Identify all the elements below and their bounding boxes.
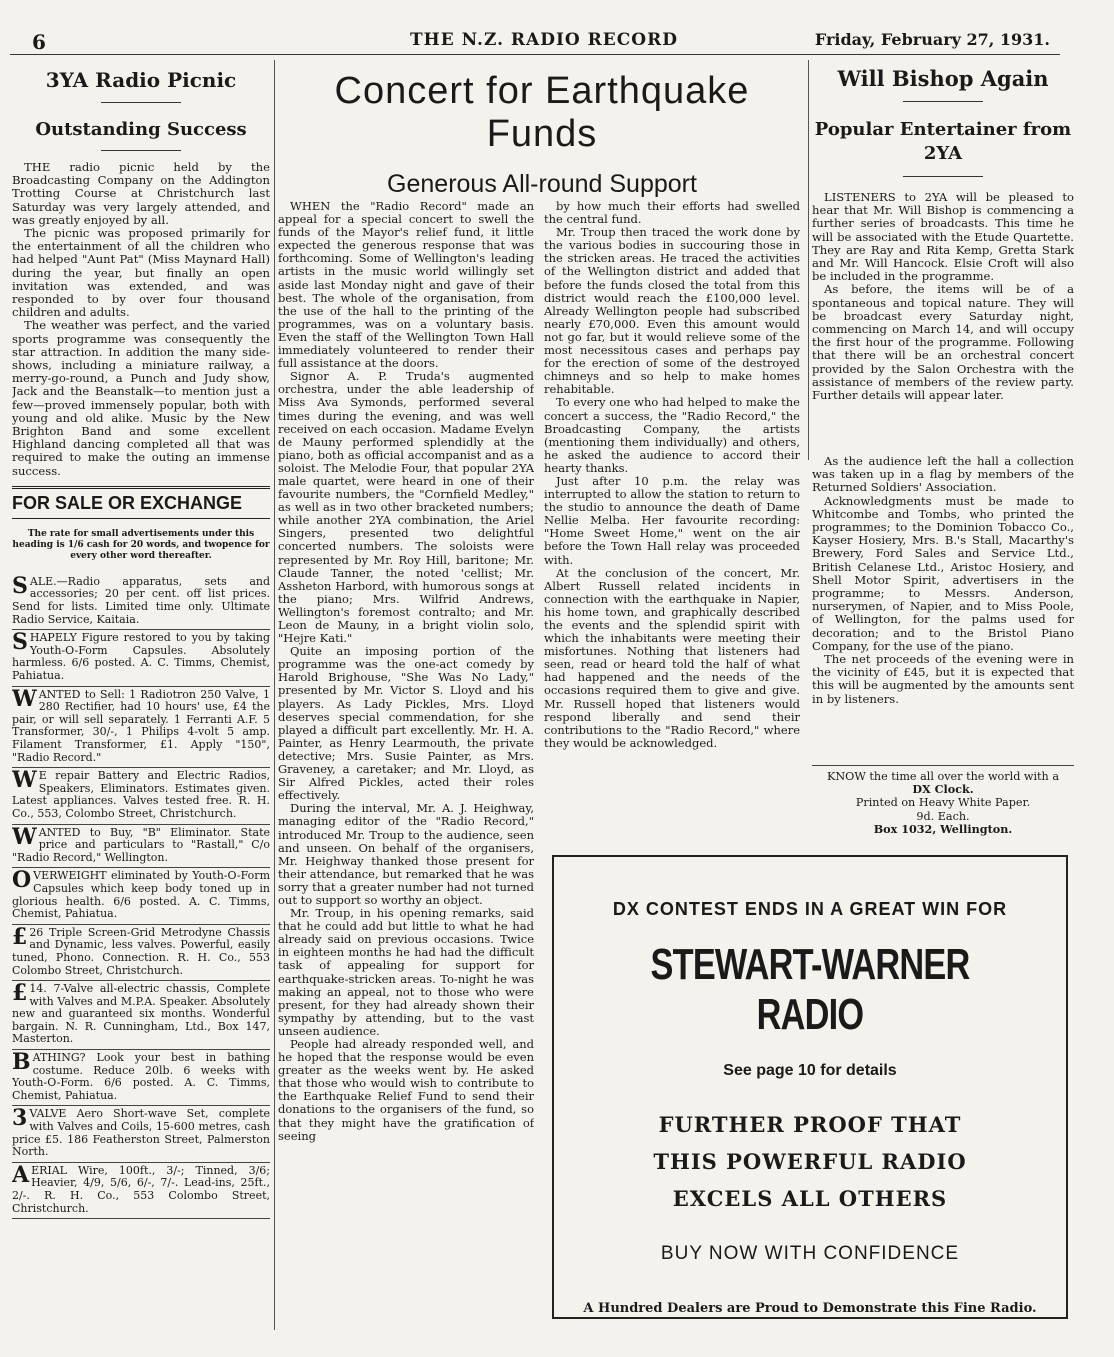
classified-ad: BATHING? Look your best in bathing costume. Reduce 20lb. 6 weeks with Youth-O-Form. 6/6 posted. A. C. Timms, Chemist, Pahiatua. <box>12 1050 270 1106</box>
article-subtitle: Popular Entertainer from 2YA <box>814 119 1072 164</box>
classified-ad: £14. 7-Valve all-electric chassis, Complete with Valves and M.P.A. Speaker. Absolutely new and guaranteed six months. Wonderful bargain. N. R. Cunningham, Ltd., Box 147, Masterton. <box>12 981 270 1050</box>
classifieds-list <box>12 574 270 1219</box>
page-number: 6 <box>32 30 46 54</box>
dx-clock-line: Printed on Heavy White Paper. <box>855 796 1031 810</box>
classified-ad: SALE.—Radio apparatus, sets and accessories; 20 per cent. off list prices. Send for lists. Limited time only. Ultimate Radio Service, Kaitaia. <box>12 574 270 630</box>
divider <box>101 102 181 103</box>
running-head <box>10 28 1060 55</box>
main-article-column-1 <box>278 200 534 1320</box>
paragraph: Mr. Troup then traced the work done by the various bodies in succouring those in the stricken areas. He traced the activities of the Wellington district and added that before the funds closed the total from this district would reach the £100,000 level. Already Wellington people had subscribed nearly £70,000. Even this amount would not go far, but it would relieve some of the most necessitous cases and perhaps pay for the erection of some of the destroyed chimneys and so help to make homes rehabitable. <box>544 225 800 397</box>
paragraph: As the audience left the hall a collection was taken up in a flag by members of the Returned Soldiers' Association. <box>812 455 1074 495</box>
paragraph: Mr. Troup, in his opening remarks, said that he could add but little to what he had already said on previous occasions. Twice in eighteen months he had had the difficult task of appealing for support for earthquake-stricken areas. To-night he was making an appeal, not to those who were present, for they had already shown their sympathy by attending, but to the vast unseen audience. <box>278 906 534 1038</box>
ad-headline: DX CONTEST ENDS IN A GREAT WIN FOR <box>612 899 1008 919</box>
paragraph: To every one who had helped to make the concert a success, the "Radio Record," the Broadcasting Company, the artists (mentioning them individually) and others, he asked the audience to accord their hearty thanks. <box>544 395 800 475</box>
paragraph: Quite an imposing portion of the programme was the one-act comedy by Harold Brighouse, "She Was No Lady," presented by Mr. Victor S. Lloyd and his players. As Lady Pickles, Mrs. Lloyd deserves special commendation, for she played a difficult part excellently. Mr. H. A. Painter, as Henry Learmouth, the private detective; Mrs. Susie Painter, as Mrs. Graveney, a caretaker; and Mr. Lloyd, as Sir Alfred Pickles, acted their roles effectively. <box>278 644 534 803</box>
ad-proof-line: FURTHER PROOF THAT <box>658 1112 962 1137</box>
dx-clock-name: DX Clock. <box>912 782 974 797</box>
classified-ad: £26 Triple Screen-Grid Metrodyne Chassis and Dynamic, less valves. Powerful, easily tuned, Phono. Connection. R. H. Co., 553 Colombo Street, Christchurch. <box>12 925 270 981</box>
classified-ad: WE repair Battery and Electric Radios, Speakers, Eliminators. Estimates given. Latest appliances. Valves tested free. R. H. Co., 553, Colombo Street, Christchurch. <box>12 768 270 824</box>
ad-proof <box>554 1106 1066 1217</box>
ad-buy-now: BUY NOW WITH CONFIDENCE <box>660 1243 960 1264</box>
divider <box>903 101 983 102</box>
ad-brand: STEWART-WARNER RADIO <box>650 940 970 1039</box>
paragraph: The net proceeds of the evening were in the vicinity of £45, but it is expected that this will be augmented by the amounts sent in by listeners. <box>812 652 1074 706</box>
paper-name: THE N.Z. RADIO RECORD <box>410 30 678 50</box>
paragraph: Acknowledgments must be made to Whitcombe and Tombs, who printed the programmes; to the Dominion Tobacco Co., Kayser Hosiery, Mrs. B.'s Stall, Macarthy's Brewery, Ford Sales and Service Ltd., British Celanese Ltd., Aristoc Hosiery, and Shell Motor Spirit, advertisers in the programme; to Messrs. Anderson, nurserymen, of Napier, and to Miss Poole, of Wellington, for the palms used for decoration; and to the Bristol Piano Company, for the use of the piano. <box>812 493 1074 653</box>
paragraph: The picnic was proposed primarily for the entertainment of all the children who had helped "Aunt Pat" (Miss Maynard Hall) during the year, but finally an open invitation was extended, and was responded to by over four thousand children and adults. <box>12 226 270 320</box>
paragraph: Signor A. P. Truda's augmented orchestra, under the able leadership of Miss Ava Symonds, performed several times during the evening, and was well received on each occasion. Madame Evelyn de Mauny performed splendidly at the piano, both as official accompanist and as a soloist. The Melodie Four, that popular 2YA male quartet, were heard in one of their favourite numbers, the "Cornfield Medley," as well as in two other bracketed numbers; while another 2YA combination, the Ariel Singers, presented two delightful concerted numbers. The soloists were represented by Mr. Roy Hill, baritone; Mr. Claude Tanner, the noted 'cellist; Mr. Assheton Harbord, with humorous songs at the piano; Mrs. Wilfrid Andrews, Wellington's foremost contralto; and Mr. Leon de Mauny, in a bright violin solo, "Hejre Kati." <box>278 369 534 646</box>
dx-clock-line: KNOW the time all over the world with a <box>827 770 1059 783</box>
classified-ad: WANTED to Buy, "B" Eliminator. State price and particulars to "Rastall," C/o "Radio Record," Wellington. <box>12 825 270 869</box>
divider <box>101 150 181 151</box>
left-column <box>12 60 270 1330</box>
ad-footer: A Hundred Dealers are Proud to Demonstrate this Fine Radio. <box>583 1301 1037 1316</box>
dx-clock-address: Box 1032, Wellington. <box>873 821 1013 836</box>
classified-ad: AERIAL Wire, 100ft., 3/-; Tinned, 3/6; Heavier, 4/9, 5/6, 6/-, 7/-. Lead-ins, 25ft., 2/-. R. H. Co., 553 Colombo Street, Christchurch. <box>12 1163 270 1219</box>
paragraph: THE radio picnic held by the Broadcasting Company on the Addington Trotting Course at Christchurch last Saturday was very largely attended, and was greatly enjoyed by all. <box>12 160 270 227</box>
ad-see-page: See page 10 for details <box>723 1062 897 1079</box>
paragraph: by how much their efforts had swelled the central fund. <box>544 200 800 227</box>
paragraph: At the conclusion of the concert, Mr. Albert Russell related incidents in connection with the earthquake in Napier, his home town, and graphically described the events and the splendid spirit with which the inhabitants were meeting their misfortunes. Nothing that listeners had seen, read or heard told the half of what had happened and the needs of the occasions required them to give and give. Mr. Russell hoped that listeners would respond liberally and send their contributions to the "Radio Record," where they would be acknowledged. <box>544 565 800 750</box>
paragraph: LISTENERS to 2YA will be pleased to hear that Mr. Will Bishop is commencing a further series of broadcasts. This time he will be associated with the Etude Quartette. They are Ray and Rita Kemp, Gretta Stark and Mr. Will Hancock. Elsie Croft will also be included in the programme. <box>812 190 1074 284</box>
article-subtitle: Outstanding Success <box>35 119 247 140</box>
divider <box>903 176 983 177</box>
ad-proof-line: EXCELS ALL OTHERS <box>672 1186 948 1211</box>
dx-clock-line: 9d. Each. <box>916 809 970 823</box>
main-article-subtitle: Generous All-round Support <box>387 170 697 198</box>
paragraph: WHEN the "Radio Record" made an appeal for a special concert to swell the funds of the Mayor's relief fund, it little expected the generous response that was forthcoming. Some of Wellington's leading artists in the music world willingly set aside last Monday night and gave of their best. The whole of the organisation, from the use of the hall to the printing of the programmes, was on a voluntary basis. Even the staff of the Wellington Town Hall immediately volunteered to render their full assistance at the doors. <box>278 200 534 371</box>
classified-ad: WANTED to Sell: 1 Radiotron 250 Valve, 1 280 Rectifier, had 10 hours' use, £4 the pair, or will sell separately. 1 Ferranti A.F. 5 Transformer, 30/-, 1 Philips 4-volt 5 amp. Filament Transformer, £1. Apply "150", "Radio Record." <box>12 687 270 769</box>
paragraph: During the interval, Mr. A. J. Heighway, managing editor of the "Radio Record," introduced Mr. Troup to the audience, seen and unseen. On behalf of the organisers, Mr. Heighway thanked those present for their attendance, but remarked that he was sorry that a greater number had not turned out to support so worthy an object. <box>278 801 534 907</box>
classifieds-rate-note: The rate for small advertisements under this heading is 1/6 cash for 20 words, and twopence for every other word thereafter. <box>12 528 270 561</box>
ad-proof-line: THIS POWERFUL RADIO <box>653 1149 967 1174</box>
paragraph: As before, the items will be of a spontaneous and topical nature. They will be broadcast every Saturday night, commencing on March 14, and will occupy the first hour of the programme. Following that there will be an orchestral concert provided by the Salon Orchestra with the assistance of members of the review party. Further details will appear later. <box>812 282 1074 403</box>
classified-ad: SHAPELY Figure restored to you by taking Youth-O-Form Capsules. Absolutely harmless. 6/6 posted. A. C. Timms, Chemist, Pahiatua. <box>12 630 270 686</box>
article-body <box>12 161 270 478</box>
article-title: Will Bishop Again <box>837 66 1049 91</box>
paragraph: People had already responded well, and he hoped that the response would be even greater as the weeks went by. He asked that those who would wish to contribute to the Earthquake Relief Fund to send their donations to the organisers of the fund, so that they might have the gratification of seeing <box>278 1037 534 1143</box>
classified-ad: 3VALVE Aero Short-wave Set, complete with Valves and Coils, 15-600 metres, cash price £5. 186 Featherston Street, Palmerston North. <box>12 1106 270 1162</box>
dx-clock-ad <box>812 765 1074 845</box>
article-title: 3YA Radio Picnic <box>45 68 237 92</box>
main-article-title: Concert for Earthquake Funds <box>334 70 750 155</box>
column-rule <box>274 60 275 1330</box>
paragraph: The weather was perfect, and the varied sports programme was consequently the star attraction. In addition the many side-shows, including a miniature railway, a merry-go-round, a Punch and Judy show, Jack and the Beanstalk—to mention just a few—proved immensely popular, both with young and old alike. Music by the New Brighton Band and some excellent Highland dancing completed all that was required to make the outing an immense success. <box>12 318 270 478</box>
paragraph: Just after 10 p.m. the relay was interrupted to allow the station to return to the studio to announce the death of Dame Nellie Melba. Her favourite recording: "Home Sweet Home," went on the air before the Town Hall relay was proceeded with. <box>544 473 800 567</box>
classifieds-title: FOR SALE OR EXCHANGE <box>12 486 270 519</box>
issue-date: Friday, February 27, 1931. <box>814 30 1050 49</box>
classified-ad: OVERWEIGHT eliminated by Youth-O-Form Capsules which keep body toned up in glorious health. 6/6 posted. A. C. Timms, Chemist, Pahiatua. <box>12 868 270 924</box>
stewart-warner-ad <box>552 855 1068 1319</box>
article-body <box>812 191 1074 402</box>
column-rule <box>808 60 809 460</box>
